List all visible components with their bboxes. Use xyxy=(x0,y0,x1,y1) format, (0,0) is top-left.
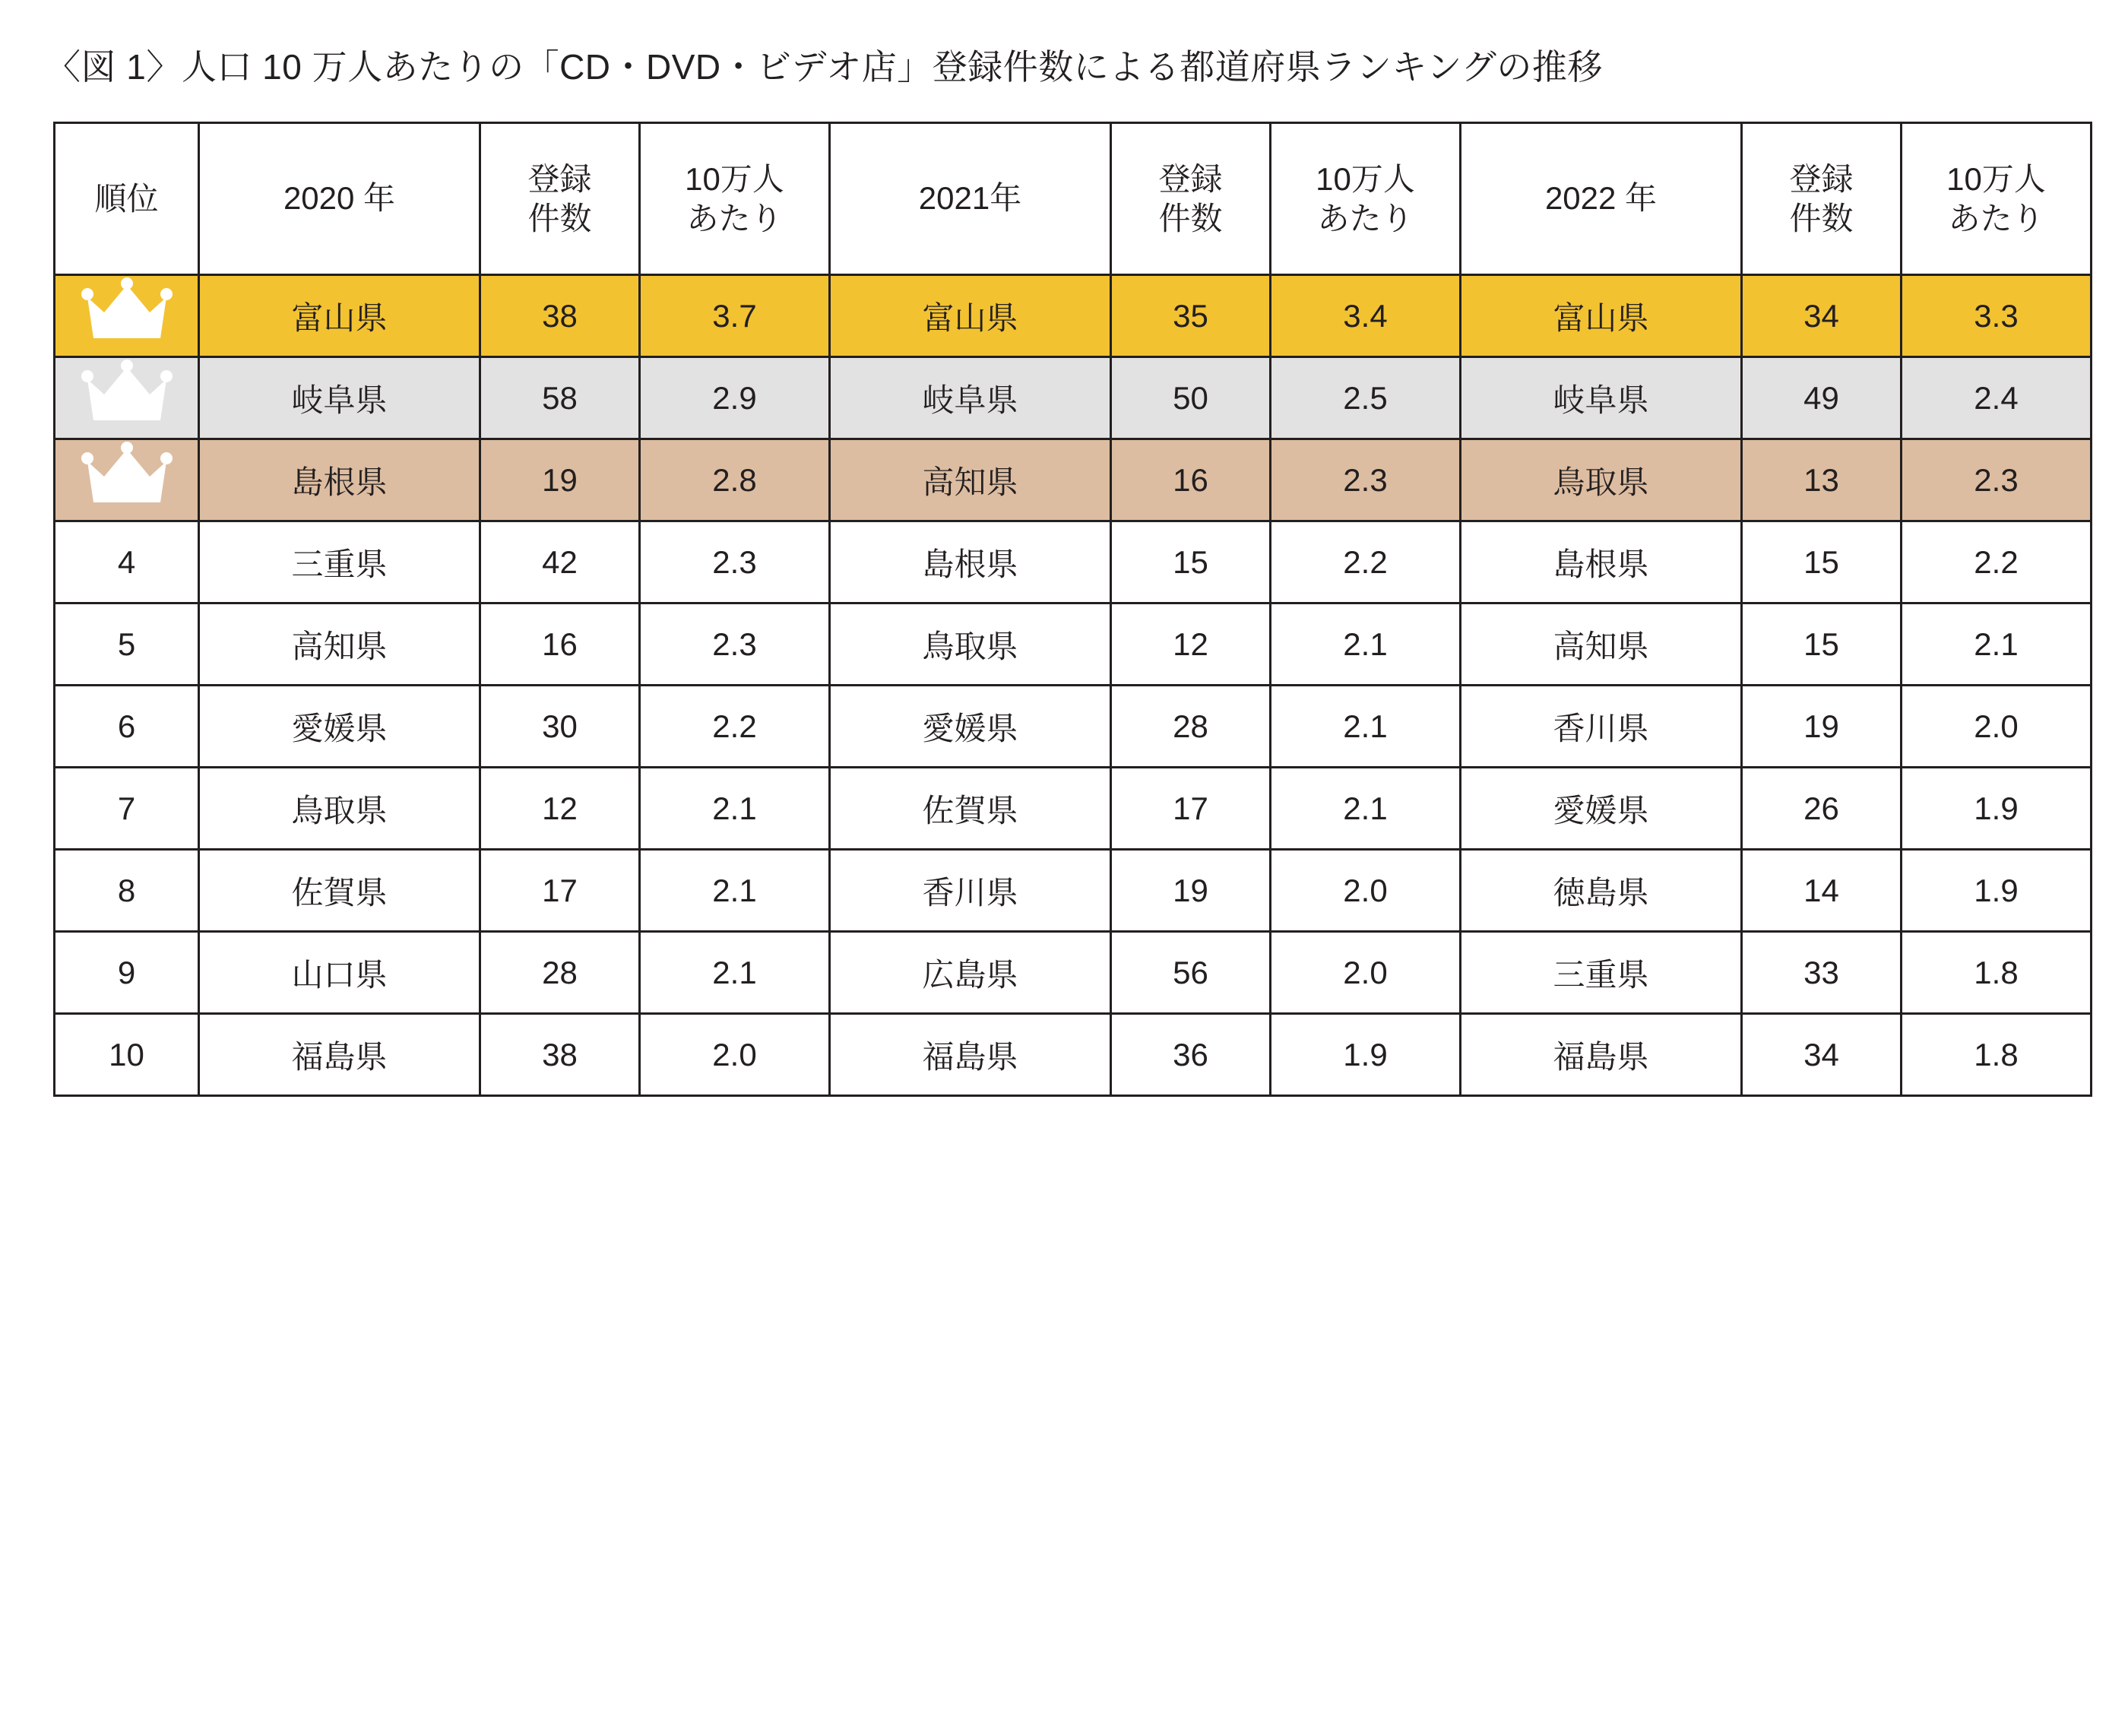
per-100k-cell-y2021: 2.1 xyxy=(1271,603,1461,686)
table-row xyxy=(55,1014,2092,1096)
header-per-line1: 10万人 xyxy=(1316,161,1415,198)
rank-number: 6 xyxy=(117,708,136,744)
rank-number: 7 xyxy=(117,790,136,826)
per-100k-cell-y2022: 2.4 xyxy=(1902,357,2092,439)
count-cell-y2022: 13 xyxy=(1742,439,1902,521)
rank-cell xyxy=(55,603,199,686)
table-row xyxy=(55,768,2092,850)
count-cell-y2020: 19 xyxy=(480,439,640,521)
header-2022-count xyxy=(1742,123,1902,275)
table-row xyxy=(55,357,2092,439)
count-cell-y2022: 15 xyxy=(1742,521,1902,603)
rank-cell xyxy=(55,521,199,603)
header-per-line2: あたり xyxy=(1317,200,1414,236)
count-cell-y2021: 19 xyxy=(1111,850,1271,932)
crown-icon xyxy=(81,442,173,512)
count-cell-y2021: 36 xyxy=(1111,1014,1271,1096)
table-row xyxy=(55,603,2092,686)
count-cell-y2022: 34 xyxy=(1742,1014,1902,1096)
per-100k-cell-y2022: 2.3 xyxy=(1902,439,2092,521)
rank-cell xyxy=(55,768,199,850)
per-100k-cell-y2022: 2.1 xyxy=(1902,603,2092,686)
per-100k-cell-y2022: 3.3 xyxy=(1902,275,2092,357)
prefecture-cell-y2021: 岐阜県 xyxy=(830,357,1111,439)
header-2021-per100k xyxy=(1271,123,1461,275)
header-2020-count xyxy=(480,123,640,275)
rank-cell xyxy=(55,275,199,357)
count-cell-y2021: 12 xyxy=(1111,603,1271,686)
prefecture-cell-y2020: 島根県 xyxy=(199,439,480,521)
per-100k-cell-y2020: 2.9 xyxy=(640,357,830,439)
prefecture-cell-y2022: 岐阜県 xyxy=(1461,357,1742,439)
rank-cell xyxy=(55,850,199,932)
header-per-line2: あたり xyxy=(1948,200,2044,236)
header-per-line2: あたり xyxy=(686,200,783,236)
header-2022: 2022 年 xyxy=(1461,123,1742,275)
prefecture-cell-y2020: 福島県 xyxy=(199,1014,480,1096)
prefecture-cell-y2022: 富山県 xyxy=(1461,275,1742,357)
count-cell-y2021: 15 xyxy=(1111,521,1271,603)
ranking-table xyxy=(53,122,2092,1097)
prefecture-cell-y2021: 香川県 xyxy=(830,850,1111,932)
table-row xyxy=(55,850,2092,932)
rank-cell xyxy=(55,932,199,1014)
header-2020-per100k xyxy=(640,123,830,275)
per-100k-cell-y2022: 2.2 xyxy=(1902,521,2092,603)
rank-cell xyxy=(55,1014,199,1096)
per-100k-cell-y2021: 2.3 xyxy=(1271,439,1461,521)
count-cell-y2022: 26 xyxy=(1742,768,1902,850)
count-cell-y2020: 16 xyxy=(480,603,640,686)
per-100k-cell-y2020: 2.1 xyxy=(640,932,830,1014)
table-row xyxy=(55,932,2092,1014)
count-cell-y2020: 58 xyxy=(480,357,640,439)
per-100k-cell-y2022: 1.8 xyxy=(1902,1014,2092,1096)
prefecture-cell-y2021: 佐賀県 xyxy=(830,768,1111,850)
prefecture-cell-y2022: 徳島県 xyxy=(1461,850,1742,932)
count-cell-y2022: 14 xyxy=(1742,850,1902,932)
header-per-line1: 10万人 xyxy=(1946,161,2046,198)
prefecture-cell-y2022: 福島県 xyxy=(1461,1014,1742,1096)
per-100k-cell-y2021: 2.0 xyxy=(1271,850,1461,932)
count-cell-y2020: 12 xyxy=(480,768,640,850)
prefecture-cell-y2020: 鳥取県 xyxy=(199,768,480,850)
header-rank xyxy=(55,123,199,275)
header-2022-per100k xyxy=(1902,123,2092,275)
per-100k-cell-y2020: 2.3 xyxy=(640,603,830,686)
count-cell-y2021: 28 xyxy=(1111,686,1271,768)
prefecture-cell-y2021: 富山県 xyxy=(830,275,1111,357)
header-2021-count xyxy=(1111,123,1271,275)
header-count-line2: 件数 xyxy=(1789,200,1854,236)
ranking-table-container xyxy=(53,122,2060,1097)
rank-number: 4 xyxy=(117,543,136,580)
count-cell-y2020: 38 xyxy=(480,275,640,357)
count-cell-y2020: 42 xyxy=(480,521,640,603)
table-body xyxy=(55,275,2092,1096)
per-100k-cell-y2022: 1.9 xyxy=(1902,768,2092,850)
header-count-line1: 登録 xyxy=(1158,161,1223,198)
count-cell-y2021: 35 xyxy=(1111,275,1271,357)
count-cell-y2021: 16 xyxy=(1111,439,1271,521)
table-row xyxy=(55,521,2092,603)
header-count-line2: 件数 xyxy=(527,200,592,236)
prefecture-cell-y2020: 佐賀県 xyxy=(199,850,480,932)
prefecture-cell-y2020: 山口県 xyxy=(199,932,480,1014)
rank-number: 3 xyxy=(117,464,136,502)
header-2020: 2020 年 xyxy=(199,123,480,275)
count-cell-y2022: 19 xyxy=(1742,686,1902,768)
per-100k-cell-y2021: 2.5 xyxy=(1271,357,1461,439)
table-row xyxy=(55,275,2092,357)
count-cell-y2020: 17 xyxy=(480,850,640,932)
per-100k-cell-y2020: 2.0 xyxy=(640,1014,830,1096)
per-100k-cell-y2020: 2.1 xyxy=(640,850,830,932)
table-header xyxy=(55,123,2092,275)
prefecture-cell-y2020: 高知県 xyxy=(199,603,480,686)
per-100k-cell-y2020: 3.7 xyxy=(640,275,830,357)
rank-number: 1 xyxy=(117,300,136,338)
prefecture-cell-y2021: 高知県 xyxy=(830,439,1111,521)
per-100k-cell-y2022: 1.9 xyxy=(1902,850,2092,932)
per-100k-cell-y2020: 2.2 xyxy=(640,686,830,768)
count-cell-y2021: 17 xyxy=(1111,768,1271,850)
crown-icon xyxy=(81,360,173,429)
prefecture-cell-y2020: 富山県 xyxy=(199,275,480,357)
header-count-line1: 登録 xyxy=(527,161,592,198)
prefecture-cell-y2020: 岐阜県 xyxy=(199,357,480,439)
count-cell-y2022: 15 xyxy=(1742,603,1902,686)
prefecture-cell-y2021: 広島県 xyxy=(830,932,1111,1014)
count-cell-y2020: 28 xyxy=(480,932,640,1014)
count-cell-y2022: 33 xyxy=(1742,932,1902,1014)
rank-number: 5 xyxy=(117,626,136,662)
prefecture-cell-y2022: 愛媛県 xyxy=(1461,768,1742,850)
prefecture-cell-y2021: 島根県 xyxy=(830,521,1111,603)
per-100k-cell-y2021: 2.0 xyxy=(1271,932,1461,1014)
count-cell-y2021: 50 xyxy=(1111,357,1271,439)
per-100k-cell-y2021: 3.4 xyxy=(1271,275,1461,357)
prefecture-cell-y2020: 三重県 xyxy=(199,521,480,603)
rank-number: 2 xyxy=(117,382,136,420)
count-cell-y2020: 38 xyxy=(480,1014,640,1096)
per-100k-cell-y2020: 2.1 xyxy=(640,768,830,850)
header-count-line1: 登録 xyxy=(1789,161,1854,198)
prefecture-cell-y2021: 愛媛県 xyxy=(830,686,1111,768)
rank-number: 10 xyxy=(109,1036,144,1072)
header-count-line2: 件数 xyxy=(1158,200,1223,236)
rank-number: 8 xyxy=(117,872,136,908)
count-cell-y2022: 49 xyxy=(1742,357,1902,439)
per-100k-cell-y2021: 2.1 xyxy=(1271,686,1461,768)
per-100k-cell-y2021: 2.2 xyxy=(1271,521,1461,603)
rank-cell xyxy=(55,686,199,768)
prefecture-cell-y2022: 三重県 xyxy=(1461,932,1742,1014)
table-row xyxy=(55,686,2092,768)
count-cell-y2020: 30 xyxy=(480,686,640,768)
prefecture-cell-y2022: 高知県 xyxy=(1461,603,1742,686)
header-row xyxy=(55,123,2092,275)
per-100k-cell-y2020: 2.8 xyxy=(640,439,830,521)
header-2021: 2021年 xyxy=(830,123,1111,275)
count-cell-y2022: 34 xyxy=(1742,275,1902,357)
header-rank-label: 順位 xyxy=(94,180,159,217)
per-100k-cell-y2021: 2.1 xyxy=(1271,768,1461,850)
figure-title: 〈図 1〉人口 10 万人あたりの「CD・DVD・ビデオ店」登録件数による都道府県ランキングの推移 xyxy=(46,47,1603,87)
prefecture-cell-y2022: 鳥取県 xyxy=(1461,439,1742,521)
rank-cell xyxy=(55,439,199,521)
header-per-line1: 10万人 xyxy=(685,161,784,198)
prefecture-cell-y2022: 島根県 xyxy=(1461,521,1742,603)
table-row xyxy=(55,439,2092,521)
prefecture-cell-y2022: 香川県 xyxy=(1461,686,1742,768)
per-100k-cell-y2022: 2.0 xyxy=(1902,686,2092,768)
rank-number: 9 xyxy=(117,954,136,990)
prefecture-cell-y2020: 愛媛県 xyxy=(199,686,480,768)
rank-cell xyxy=(55,357,199,439)
per-100k-cell-y2021: 1.9 xyxy=(1271,1014,1461,1096)
crown-icon xyxy=(81,277,173,347)
prefecture-cell-y2021: 福島県 xyxy=(830,1014,1111,1096)
prefecture-cell-y2021: 鳥取県 xyxy=(830,603,1111,686)
count-cell-y2021: 56 xyxy=(1111,932,1271,1014)
per-100k-cell-y2020: 2.3 xyxy=(640,521,830,603)
per-100k-cell-y2022: 1.8 xyxy=(1902,932,2092,1014)
